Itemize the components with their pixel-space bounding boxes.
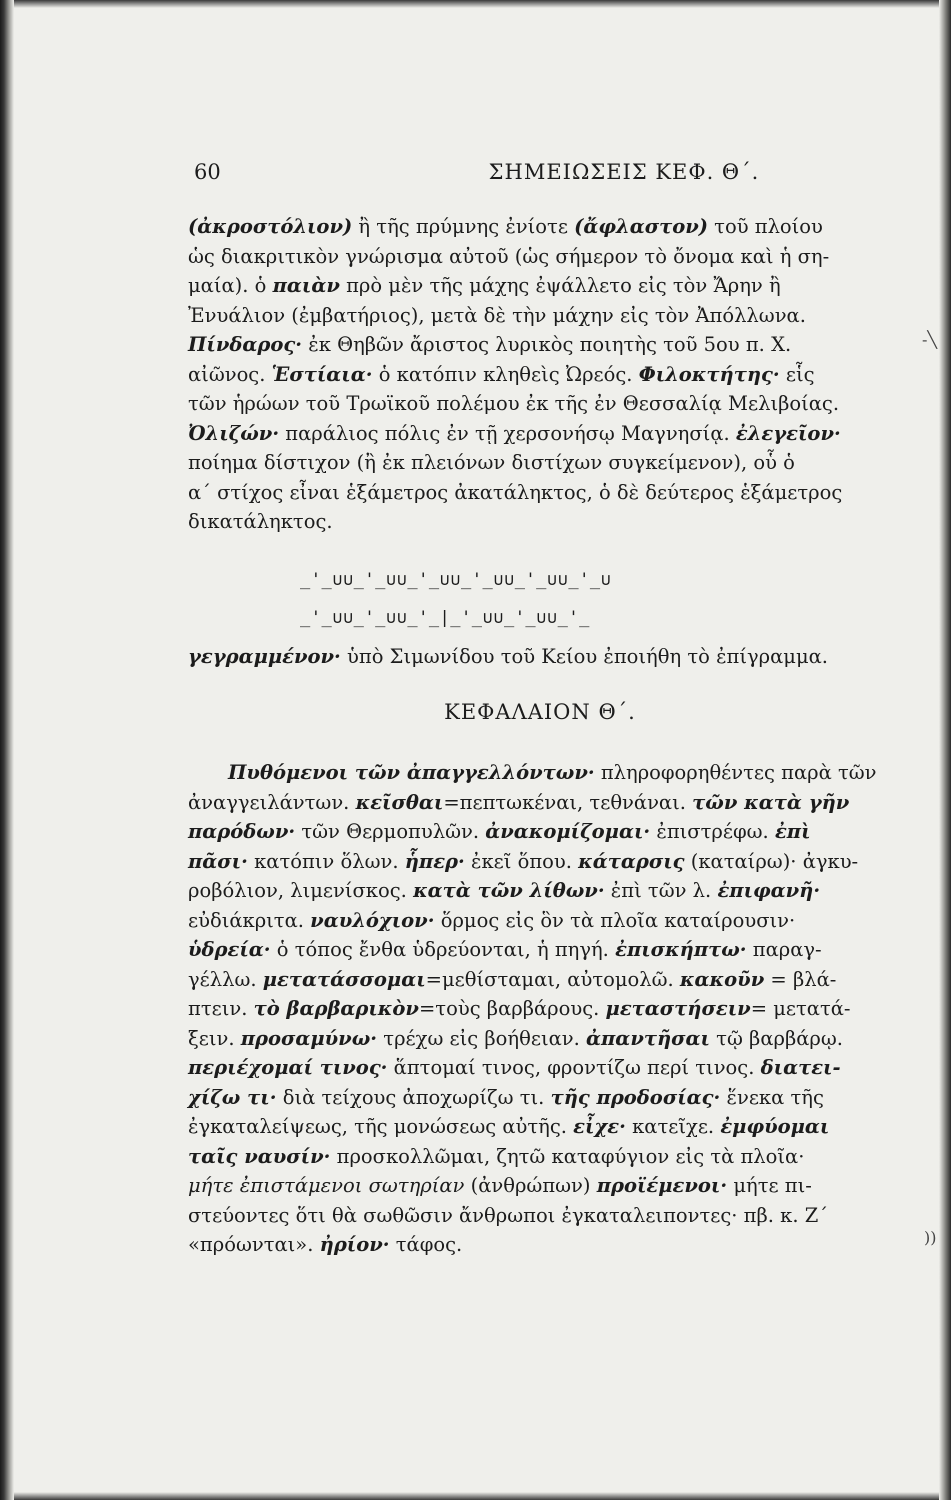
text-line: [188, 271, 878, 301]
gloss: παράλιος πόλις ἐν τῇ χερσονήσῳ Μαγνησίᾳ.: [279, 421, 736, 445]
term: κεῖσθαι: [355, 790, 444, 814]
text-line: [188, 242, 878, 272]
term: ἠρίον·: [319, 1233, 390, 1256]
text-line: [188, 876, 878, 906]
gloss: τρέχω εἰς βοήθειαν.: [377, 1026, 587, 1050]
term: τῆς προδοσίας·: [550, 1085, 721, 1109]
page-edge-top: [0, 0, 951, 8]
text-line: [188, 788, 878, 818]
term: γεγραμμένον·: [188, 645, 341, 668]
term: (ἄφλαστον): [574, 215, 708, 238]
term: προσαμύνω·: [240, 1026, 378, 1050]
text-line: [188, 1083, 878, 1113]
text-line: [188, 935, 878, 965]
text-line: [188, 389, 878, 419]
gloss: ἕνεκα τῆς: [720, 1085, 824, 1109]
page-edge-bottom: [0, 1492, 951, 1500]
gloss: κατεῖχε.: [625, 1115, 721, 1138]
gloss: ὁ τόπος ἔνθα ὑδρεύονται, ἡ πηγή.: [270, 938, 616, 961]
gloss: ἐκ Θηβῶν ἄριστος λυρικὸς ποιητὴς τοῦ 5ου π. Χ.: [302, 333, 792, 356]
term: ταῖς ναυσίν·: [188, 1144, 331, 1168]
gloss: διὰ τείχους ἀποχωρίζω τι.: [276, 1085, 551, 1109]
gloss: τῶν ἡρώων τοῦ Τρωϊκοῦ πολέμου ἐκ τῆς ἐν Θεσσαλίᾳ Μελιβοίας.: [188, 392, 840, 415]
gloss: «πρόωνται».: [188, 1233, 320, 1256]
gloss: ἐκεῖ ὅπου.: [464, 849, 579, 873]
gloss: πληροφορηθέντες παρὰ τῶν: [594, 761, 877, 784]
term: ἐπισκήπτω·: [615, 938, 747, 961]
gloss: ὑπὸ Σιμωνίδου τοῦ Κείου ἐποιήθη τὸ ἐπίγραμμα.: [340, 645, 829, 668]
term: περιέχομαί τινος·: [188, 1056, 388, 1079]
notes-top: [188, 212, 878, 537]
gloss: γέλλω.: [188, 967, 263, 991]
page-header: [194, 160, 874, 192]
gloss: στεύοντες ὅτι θὰ σωθῶσιν ἄνθρωποι ἐγκαταλειποντες· πβ. κ. Ζ΄: [188, 1203, 829, 1227]
gloss: (καταίρω)· ἀγκυ-: [684, 849, 859, 873]
gloss: ἐγκαταλείψεως, τῆς μονώσεως αὐτῆς.: [188, 1115, 574, 1138]
term: ἀπαντῆσαι: [586, 1026, 710, 1050]
gloss: α΄ στίχος εἶναι ἑξάμετρος ἀκατάληκτος, ὁ δὲ δεύτερος ἑξάμετρος: [188, 480, 843, 504]
term: Πυθόμενοι τῶν ἀπαγγελλόντων·: [228, 761, 595, 784]
text-line: [188, 906, 878, 936]
term: κάταρσις: [578, 849, 685, 873]
page-edge-left: [0, 0, 14, 1500]
gloss: παραγ-: [746, 938, 822, 961]
gloss: εὐδιάκριτα.: [188, 908, 311, 932]
gloss: ροβόλιον, λιμενίσκος.: [188, 879, 414, 902]
text-line: [188, 507, 878, 537]
gloss: =μεθίσταμαι, αὐτομολῶ.: [425, 967, 680, 991]
term: μεταστήσειν: [605, 997, 751, 1020]
gloss: ἅπτομαί τινος, φροντίζω περί τινος.: [387, 1056, 761, 1079]
gloss: πρὸ μὲν τῆς μάχης ἐψάλλετο εἰς τὸν Ἄρην ἢ: [339, 274, 781, 297]
text-line: [188, 212, 878, 242]
term: ἧπερ·: [404, 849, 465, 873]
text-line: [188, 1201, 878, 1231]
gloss: αἰῶνος.: [188, 362, 272, 386]
gloss: τοῦ πλοίου: [707, 215, 823, 238]
gloss: Ἐνυάλιον (ἐμβατήριος), μετὰ δὲ τὴν μάχην εἰς τὸν Ἀπόλλωνα.: [188, 303, 806, 327]
term: τῶν κατὰ γῆν: [692, 790, 850, 814]
term: μετατάσσομαι: [262, 967, 426, 991]
term: προϊέμενοι·: [596, 1174, 728, 1197]
gloss: ἐπιστρέφω.: [650, 820, 775, 843]
gloss: ξειν.: [188, 1026, 241, 1050]
term: ἐπιφανῆ·: [717, 879, 821, 902]
text-line: [188, 1112, 878, 1142]
term: ἐλεγεῖον·: [735, 421, 841, 445]
text-line: [188, 965, 878, 995]
text-line: [188, 642, 878, 672]
text-line: [188, 301, 878, 331]
text-line: [188, 330, 878, 360]
term: τὸ βαρβαρικὸν: [253, 997, 419, 1020]
text-line: [188, 1053, 878, 1083]
text-line: [188, 758, 878, 788]
gloss: πτειν.: [188, 997, 254, 1020]
page-number: 60: [194, 160, 221, 184]
running-title: ΣΗΜΕΙΩΣΕΙΣ ΚΕΦ. Θ΄.: [488, 160, 760, 184]
gloss: =τοὺς βαρβάρους.: [418, 997, 606, 1020]
gloss: τῷ βαρβάρῳ.: [709, 1026, 843, 1050]
page-edge-right: [939, 0, 951, 1500]
margin-mark-bottom: )): [924, 1228, 937, 1247]
meter-hexameter: _'_∪∪_'_∪∪_'_∪∪_'_∪∪_'_∪∪_'_∪: [300, 570, 612, 590]
text-line: [188, 478, 878, 508]
gloss: = μετατά-: [750, 997, 851, 1020]
term: (ἀκροστόλιον): [188, 215, 353, 238]
term: ναυλόχιον·: [310, 908, 435, 932]
gloss: προσκολλῶμαι, ζητῶ καταφύγιον εἰς τὰ πλοῖα·: [330, 1144, 805, 1168]
chapter-glossary: [188, 758, 878, 1260]
gloss: μαία). ὁ: [188, 274, 273, 297]
gloss: =πεπτωκέναι, τεθνάναι.: [443, 790, 693, 814]
gloss: ὡς διακριτικὸν γνώρισμα αὐτοῦ (ὡς σήμερον τὸ ὄνομα καὶ ἡ ση-: [188, 244, 830, 268]
term: ἀνακομίζομαι·: [485, 820, 651, 843]
gloss: ποίημα δίστιχον (ἢ ἐκ πλειόνων διστίχων συγκείμενον), οὗ ὁ: [188, 451, 795, 474]
term: διατει-: [760, 1056, 841, 1079]
notes-after-meter: [188, 642, 878, 672]
gloss: (ἀνθρώπων): [464, 1174, 597, 1197]
term: Ὀλιζών·: [188, 421, 280, 445]
gloss: ὅρμος εἰς ὃν τὰ πλοῖα καταίρουσιν·: [434, 908, 796, 932]
text-line: [188, 448, 878, 478]
text-line: [188, 360, 878, 390]
gloss: δικατάληκτος.: [188, 510, 333, 533]
gloss: ἀναγγειλάντων.: [188, 790, 356, 814]
term: Πίνδαρος·: [188, 333, 303, 356]
gloss: τάφος.: [389, 1233, 463, 1256]
term: Ἑστίαια·: [271, 362, 373, 386]
text-line: [188, 817, 878, 847]
gloss: τῶν Θερμοπυλῶν.: [295, 820, 486, 843]
chapter-heading: ΚΕΦΑΛΑΙΟΝ Θ΄.: [444, 700, 636, 724]
meter-pentameter: _'_∪∪_'_∪∪_'_|_'_∪∪_'_∪∪_'_: [300, 608, 590, 628]
gloss: = βλά-: [764, 967, 837, 991]
term: πᾶσι·: [188, 849, 248, 873]
gloss: εἷς: [779, 362, 815, 386]
term: ἐμφύομαι: [720, 1115, 830, 1138]
text-line: [188, 419, 878, 449]
gloss: ὁ κατόπιν κληθεὶς Ὠρεός.: [372, 362, 639, 386]
text-line: [188, 1142, 878, 1172]
term: ὑδρεία·: [188, 938, 271, 961]
gloss: ἐπὶ τῶν λ.: [604, 879, 718, 902]
term: κατὰ τῶν λίθων·: [413, 879, 605, 902]
term: Φιλοκτήτης·: [638, 362, 780, 386]
gloss: κατόπιν ὅλων.: [247, 849, 405, 873]
term: χίζω τι·: [188, 1085, 277, 1109]
text-line: [188, 1171, 878, 1201]
term: εἶχε·: [573, 1115, 626, 1138]
term: ἐπὶ: [774, 820, 811, 843]
term: μήτε ἐπιστάμενοι σωτηρίαν: [188, 1174, 465, 1197]
gloss: ἢ τῆς πρύμνης ἐνίοτε: [352, 215, 575, 238]
margin-mark-top: -╲: [922, 330, 938, 349]
term: παρόδων·: [188, 820, 296, 843]
text-line: [188, 994, 878, 1024]
term: κακοῦν: [679, 967, 765, 991]
gloss: μήτε πι-: [727, 1174, 812, 1197]
term: παιὰν: [272, 274, 340, 297]
text-line: [188, 1024, 878, 1054]
text-line: [188, 1230, 878, 1260]
text-line: [188, 847, 878, 877]
